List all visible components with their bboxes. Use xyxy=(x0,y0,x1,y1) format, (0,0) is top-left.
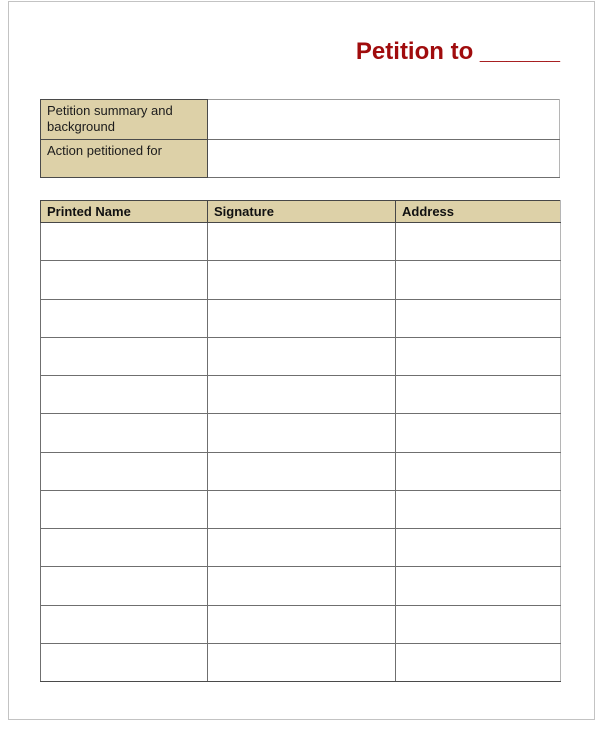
table-row xyxy=(41,376,561,414)
signature-cell[interactable] xyxy=(396,261,561,299)
signature-cell[interactable] xyxy=(208,223,396,261)
signature-cell[interactable] xyxy=(396,452,561,490)
petition-info-table xyxy=(40,99,560,178)
table-row xyxy=(41,337,561,375)
signature-cell[interactable] xyxy=(41,299,208,337)
table-row xyxy=(41,529,561,567)
table-row xyxy=(41,452,561,490)
signature-cell[interactable] xyxy=(208,567,396,605)
signature-table xyxy=(40,200,561,682)
signature-cell[interactable] xyxy=(208,452,396,490)
signature-cell[interactable] xyxy=(208,490,396,528)
signature-cell[interactable] xyxy=(41,452,208,490)
table-row xyxy=(41,605,561,643)
signature-cell[interactable] xyxy=(208,643,396,681)
table-row xyxy=(41,261,561,299)
info-row-summary xyxy=(41,100,560,140)
signature-cell[interactable] xyxy=(396,490,561,528)
table-row xyxy=(41,299,561,337)
signature-table-body xyxy=(41,223,561,682)
signature-cell[interactable] xyxy=(396,414,561,452)
column-header-address: Address xyxy=(396,201,561,223)
signature-cell[interactable] xyxy=(208,605,396,643)
signature-cell[interactable] xyxy=(208,299,396,337)
signature-cell[interactable] xyxy=(41,643,208,681)
table-row xyxy=(41,567,561,605)
signature-cell[interactable] xyxy=(396,605,561,643)
info-value-action[interactable] xyxy=(208,140,560,178)
signature-cell[interactable] xyxy=(208,337,396,375)
table-row xyxy=(41,490,561,528)
signature-cell[interactable] xyxy=(208,261,396,299)
signature-cell[interactable] xyxy=(396,223,561,261)
info-label-action: Action petitioned for xyxy=(41,140,208,178)
signature-cell[interactable] xyxy=(208,529,396,567)
signature-cell[interactable] xyxy=(41,261,208,299)
signature-cell[interactable] xyxy=(208,414,396,452)
signature-cell[interactable] xyxy=(41,567,208,605)
table-row xyxy=(41,223,561,261)
signature-cell[interactable] xyxy=(41,605,208,643)
table-row xyxy=(41,643,561,681)
signature-cell[interactable] xyxy=(396,529,561,567)
signature-cell[interactable] xyxy=(396,643,561,681)
info-row-action xyxy=(41,140,560,178)
signature-cell[interactable] xyxy=(41,490,208,528)
info-label-summary: Petition summary and background xyxy=(41,100,208,140)
signature-cell[interactable] xyxy=(208,376,396,414)
signature-cell[interactable] xyxy=(41,376,208,414)
column-header-signature: Signature xyxy=(208,201,396,223)
signature-cell[interactable] xyxy=(396,376,561,414)
signature-cell[interactable] xyxy=(41,223,208,261)
signature-cell[interactable] xyxy=(396,337,561,375)
page-title: Petition to ______ xyxy=(355,38,560,65)
signature-table-header-row xyxy=(41,201,561,223)
signature-cell[interactable] xyxy=(396,299,561,337)
column-header-printed-name: Printed Name xyxy=(41,201,208,223)
signature-cell[interactable] xyxy=(396,567,561,605)
table-row xyxy=(41,414,561,452)
signature-cell[interactable] xyxy=(41,529,208,567)
info-value-summary[interactable] xyxy=(208,100,560,140)
signature-cell[interactable] xyxy=(41,414,208,452)
signature-cell[interactable] xyxy=(41,337,208,375)
